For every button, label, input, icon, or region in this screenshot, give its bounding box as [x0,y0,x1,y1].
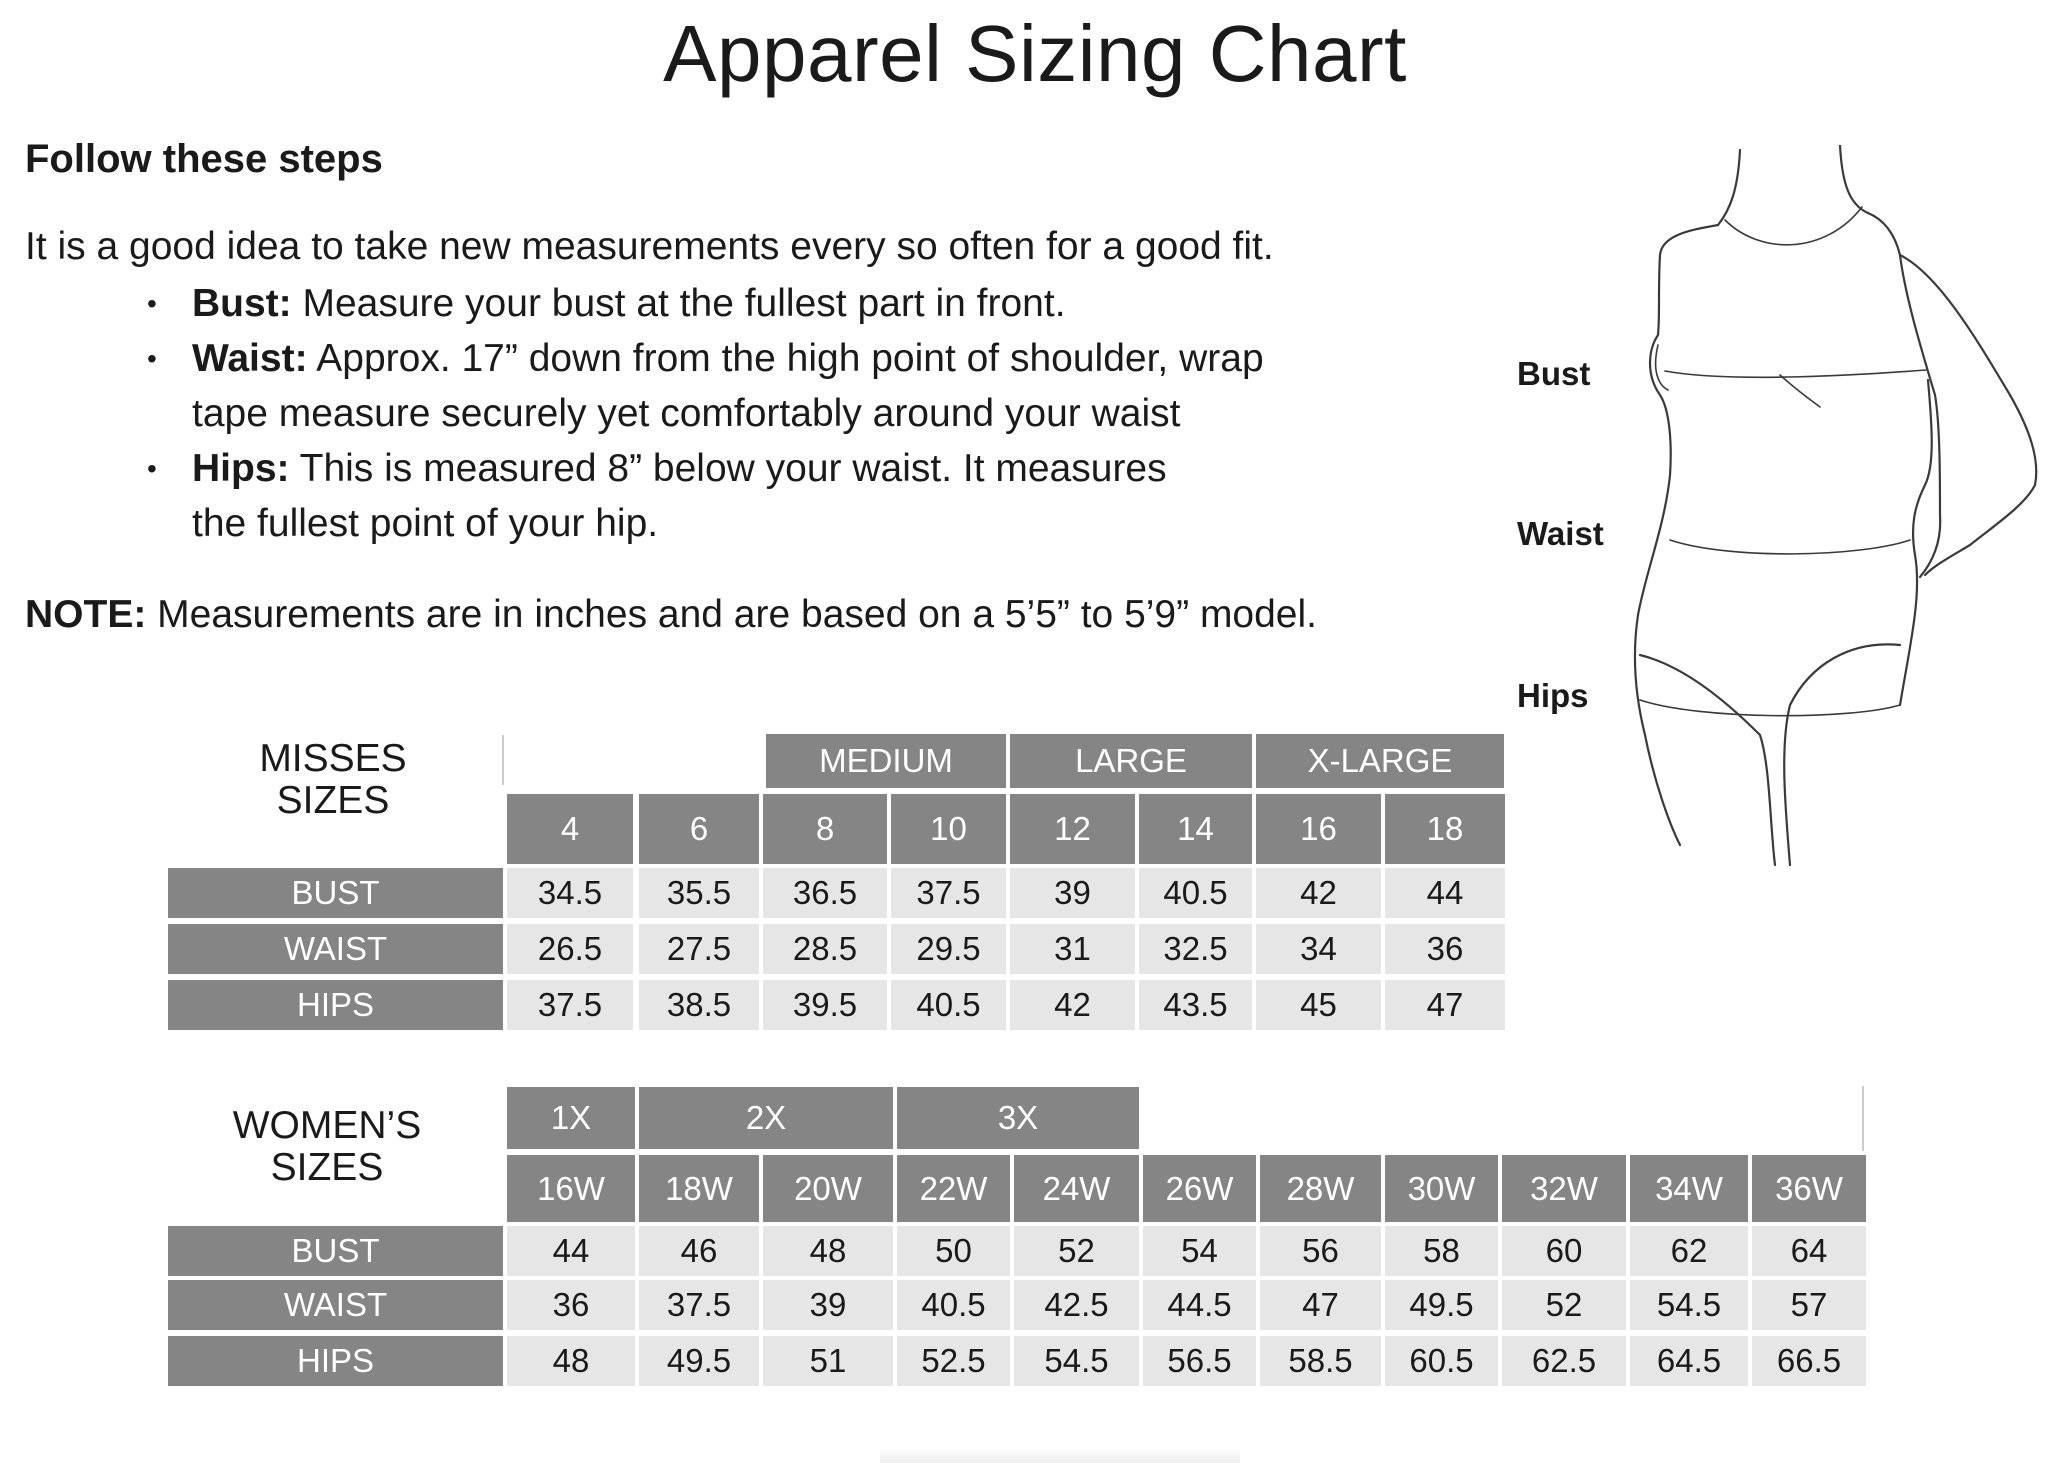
womens-row-label: HIPS [168,1336,503,1386]
womens-cell: 52.5 [897,1336,1010,1386]
misses-size-header: 14 [1139,794,1252,864]
female-torso-illustration-icon [1610,145,2048,875]
womens-cell: 37.5 [639,1280,759,1330]
womens-cell: 48 [507,1336,635,1386]
misses-size-header: 18 [1385,794,1505,864]
misses-cell: 40.5 [1139,868,1252,918]
misses-row-label: BUST [168,868,503,918]
womens-size-header: 34W [1630,1155,1748,1222]
misses-cell: 36 [1385,924,1505,974]
womens-cell: 50 [897,1226,1010,1276]
womens-cell: 56.5 [1143,1336,1256,1386]
misses-cell: 26.5 [507,924,633,974]
misses-cell: 28.5 [763,924,887,974]
misses-cell: 31 [1010,924,1135,974]
womens-size-header: 30W [1385,1155,1498,1222]
bullet-waist [147,331,1264,441]
womens-size-header: 22W [897,1155,1010,1222]
womens-cell: 62 [1630,1226,1748,1276]
misses-cell: 29.5 [891,924,1006,974]
misses-cell: 42 [1256,868,1381,918]
misses-cell: 43.5 [1139,980,1252,1030]
bullet-waist-label: Waist: [192,337,308,380]
bullet-hips-label: Hips: [192,447,290,490]
misses-group-xlarge: X-LARGE [1256,734,1504,788]
intro-text: It is a good idea to take new measurements every so often for a good fit. [25,225,1274,268]
womens-row-label: BUST [168,1226,503,1276]
womens-cell: 49.5 [639,1336,759,1386]
note-text: Measurements are in inches and are based on a 5’5” to 5’9” model. [146,593,1317,636]
misses-cell: 39.5 [763,980,887,1030]
misses-title-line2: SIZES [276,779,390,822]
bullet-hips-text-2: the fullest point of your hip. [192,502,659,545]
misses-size-header: 12 [1010,794,1135,864]
bullet-dot-icon: • [147,343,157,374]
misses-cell: 38.5 [639,980,759,1030]
misses-divider [502,735,504,785]
figure-label-waist: Waist [1517,515,1604,552]
womens-cell: 51 [763,1336,893,1386]
misses-size-header: 10 [891,794,1006,864]
womens-group-3x: 3X [897,1087,1139,1149]
misses-title-line1: MISSES [259,737,407,780]
figure-label-hips: Hips [1517,677,1589,714]
womens-cell: 47 [1260,1280,1381,1330]
womens-size-header: 16W [507,1155,635,1222]
womens-cell: 62.5 [1502,1336,1626,1386]
figure-label-bust: Bust [1517,355,1591,392]
misses-cell: 36.5 [763,868,887,918]
womens-title [222,1105,432,1189]
misses-cell: 45 [1256,980,1381,1030]
bullet-waist-text-2: tape measure securely yet comfortably around your waist [192,392,1181,435]
womens-size-header: 28W [1260,1155,1381,1222]
womens-cell: 60.5 [1385,1336,1498,1386]
womens-group-1x: 1X [507,1087,635,1149]
bullet-hips-text-1: This is measured 8” below your waist. It measures [289,447,1167,490]
womens-size-header: 24W [1014,1155,1139,1222]
misses-cell: 44 [1385,868,1505,918]
womens-size-header: 20W [763,1155,893,1222]
womens-row-label: WAIST [168,1280,503,1330]
womens-cell: 40.5 [897,1280,1010,1330]
womens-size-header: 18W [639,1155,759,1222]
womens-cell: 54.5 [1630,1280,1748,1330]
womens-cell: 58.5 [1260,1336,1381,1386]
womens-cell: 44.5 [1143,1280,1256,1330]
womens-cell: 52 [1014,1226,1139,1276]
note-label: NOTE: [25,593,147,636]
womens-size-header: 36W [1752,1155,1866,1222]
misses-title [238,738,428,822]
womens-cell: 46 [639,1226,759,1276]
misses-cell: 39 [1010,868,1135,918]
womens-cell: 42.5 [1014,1280,1139,1330]
womens-cell: 54 [1143,1226,1256,1276]
womens-size-header: 32W [1502,1155,1626,1222]
womens-cell: 66.5 [1752,1336,1866,1386]
womens-size-header: 26W [1143,1155,1256,1222]
womens-cell: 44 [507,1226,635,1276]
womens-cell: 57 [1752,1280,1866,1330]
misses-size-header: 4 [507,794,633,864]
note [25,593,1317,637]
misses-cell: 35.5 [639,868,759,918]
misses-group-medium: MEDIUM [766,734,1006,788]
womens-cell: 39 [763,1280,893,1330]
misses-size-header: 6 [639,794,759,864]
misses-cell: 42 [1010,980,1135,1030]
womens-group-2x: 2X [639,1087,893,1149]
bullet-dot-icon: • [147,453,157,484]
misses-row-label: HIPS [168,980,503,1030]
bullet-waist-text-1: Approx. 17” down from the high point of shoulder, wrap [307,337,1264,380]
misses-group-large: LARGE [1010,734,1252,788]
misses-cell: 32.5 [1139,924,1252,974]
misses-cell: 37.5 [891,868,1006,918]
womens-cell: 52 [1502,1280,1626,1330]
womens-cell: 48 [763,1226,893,1276]
misses-cell: 34 [1256,924,1381,974]
footer-cutoff-text [880,1448,1240,1463]
womens-title-line2: SIZES [270,1146,384,1189]
womens-title-line1: WOMEN’S [232,1104,422,1147]
misses-cell: 37.5 [507,980,633,1030]
womens-cell: 64 [1752,1226,1866,1276]
misses-cell: 34.5 [507,868,633,918]
misses-cell: 40.5 [891,980,1006,1030]
misses-size-header: 16 [1256,794,1381,864]
womens-cell: 64.5 [1630,1336,1748,1386]
misses-cell: 27.5 [639,924,759,974]
page-title: Apparel Sizing Chart [663,9,1407,98]
womens-cell: 54.5 [1014,1336,1139,1386]
bullet-bust-text: Measure your bust at the fullest part in front. [291,282,1066,325]
misses-size-header: 8 [763,794,887,864]
womens-cell: 58 [1385,1226,1498,1276]
womens-divider [1862,1086,1864,1151]
womens-cell: 60 [1502,1226,1626,1276]
misses-cell: 47 [1385,980,1505,1030]
womens-cell: 56 [1260,1226,1381,1276]
womens-cell: 36 [507,1280,635,1330]
bullet-dot-icon: • [147,288,157,319]
steps-heading: Follow these steps [25,137,383,181]
bullet-bust [147,276,1066,331]
womens-cell: 49.5 [1385,1280,1498,1330]
misses-row-label: WAIST [168,924,503,974]
bullet-bust-label: Bust: [192,282,292,325]
bullet-hips [147,441,1167,551]
